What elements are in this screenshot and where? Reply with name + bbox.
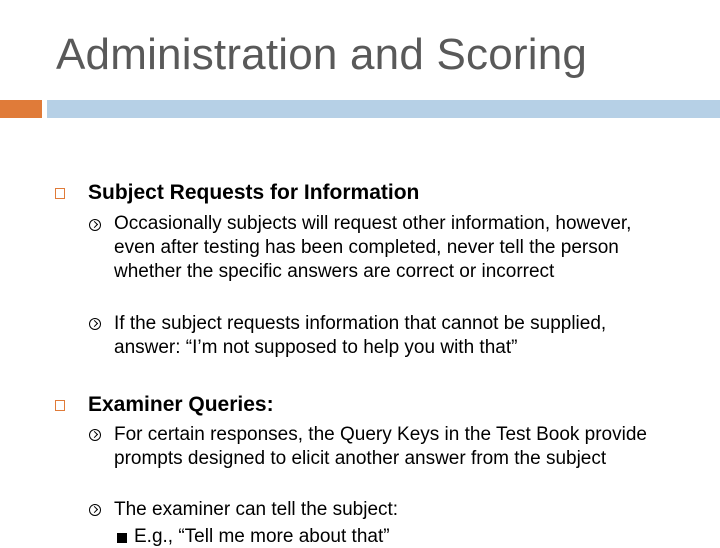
slide-title: Administration and Scoring [56, 30, 588, 79]
circled-chevron-icon [89, 318, 101, 330]
circled-chevron-icon [89, 219, 101, 231]
bullet-text: If the subject requests information that cannot be supplied, answer: “I’m not supposed to help you with that” [114, 313, 607, 358]
section-heading: Examiner Queries: [88, 393, 274, 416]
bullet-text: Occasionally subjects will request other information, however, even after testing has been completed, never tell the person whether the specific answers are correct or incorrect [114, 213, 632, 282]
bullet-text: For certain responses, the Query Keys in the Test Book provide prompts designed to elicit another answer from the subject [114, 424, 647, 469]
circled-chevron-icon [89, 429, 101, 441]
hollow-square-icon [55, 400, 65, 411]
section-heading: Subject Requests for Information [88, 181, 420, 204]
hollow-square-icon [55, 188, 65, 199]
bullet-text: The examiner can tell the subject: [114, 499, 399, 520]
header-band [47, 100, 720, 118]
circled-chevron-icon [89, 504, 101, 516]
sub-bullet-text: E.g., “Tell me more about that” [134, 526, 390, 547]
filled-square-icon [117, 533, 127, 543]
accent-bar [0, 100, 42, 118]
